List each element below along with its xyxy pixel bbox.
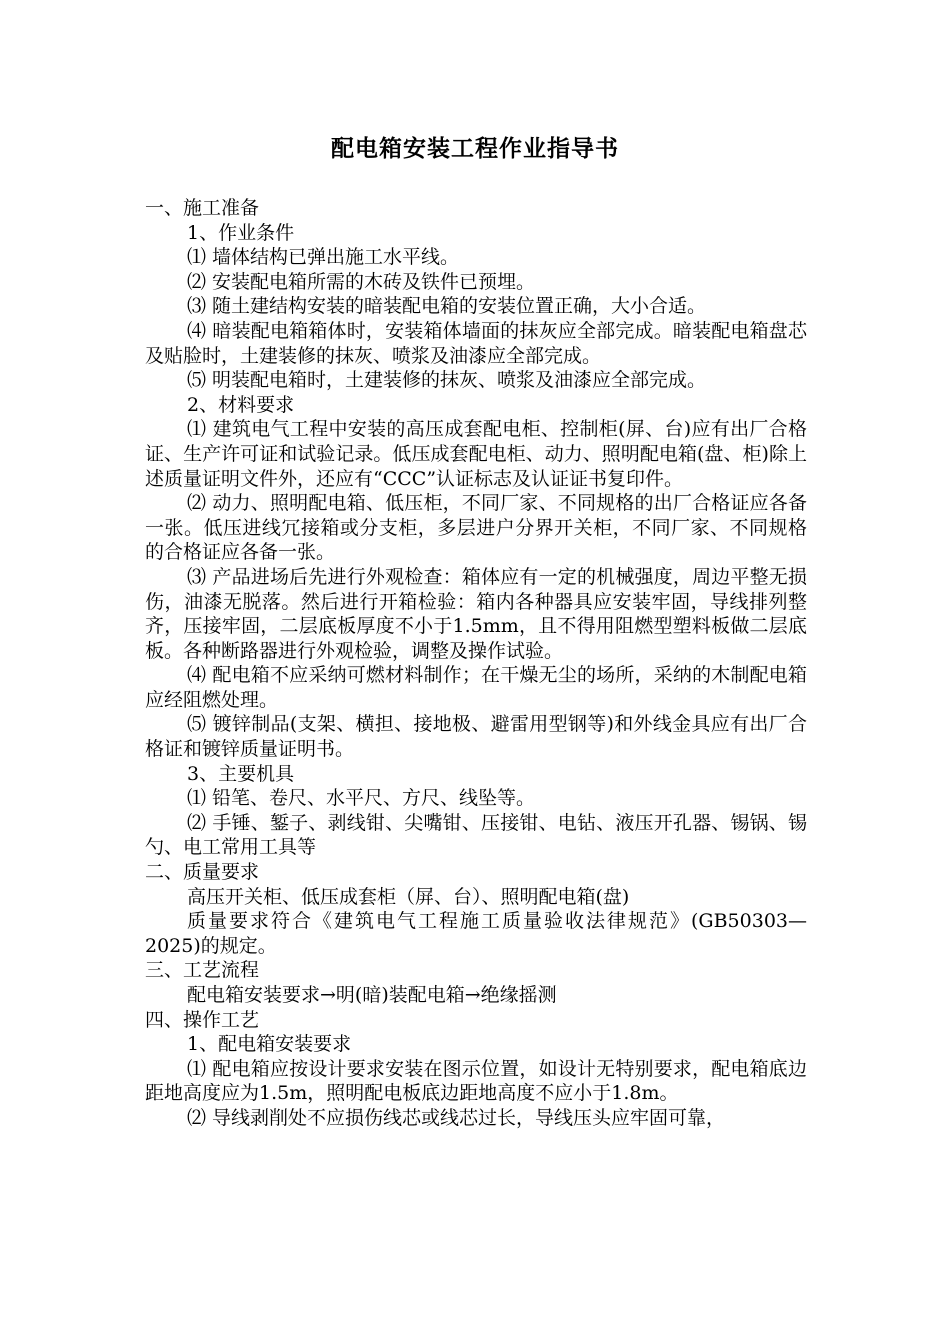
paragraph: ⑵ 安装配电箱所需的木砖及铁件已预埋。 (187, 270, 536, 293)
paragraph: ⑵ 导线剥削处不应损伤线芯或线芯过长，导线压头应牢固可靠， (187, 1106, 726, 1129)
paragraph: 1、配电箱安装要求 (187, 1033, 352, 1056)
paragraph: ⑴ 墙体结构已弹出施工水平线。 (187, 246, 460, 269)
paragraph: 质量要求符合《建筑电气工程施工质量验收法律规范》(GB50303—2025)的规定。 (145, 910, 807, 957)
section-heading: 三、工艺流程 (145, 959, 260, 982)
paragraph: ⑷ 暗装配电箱箱体时，安装箱体墙面的抹灰应全部完成。暗装配电箱盘芯及贴脸时，土建装修的抹灰、喷浆及油漆应全部完成。 (145, 319, 807, 367)
paragraph: ⑸ 明装配电箱时，土建装修的抹灰、喷浆及油漆应全部完成。 (187, 369, 707, 392)
section-heading: 一、施工准备 (145, 197, 260, 219)
paragraph: ⑴ 建筑电气工程中安装的高压成套配电柜、控制柜(屏、台)应有出厂合格证、生产许可证和试验记录。低压成套配电柜、动力、照明配电箱(盘、柜)除上述质量证明文件外，还应有“CCC”认证标志及认证证书复印件。 (145, 418, 807, 490)
paragraph: 1、作业条件 (187, 221, 295, 244)
section-heading: 二、质量要求 (145, 861, 260, 884)
section-heading: 四、操作工艺 (145, 1008, 260, 1031)
paragraph: ⑵ 动力、照明配电箱、低压柜，不同厂家、不同规格的出厂合格证应各备一张。低压进线冗接箱或分支柜，多层进户分界开关柜，不同厂家、不同规格的合格证应各备一张。 (145, 492, 807, 564)
paragraph: 高压开关柜、低压成套柜（屏、台）、照明配电箱(盘) (187, 885, 630, 908)
paragraph: ⑷ 配电箱不应采纳可燃材料制作；在干燥无尘的场所，采纳的木制配电箱应经阻燃处理。 (145, 664, 807, 711)
paragraph: ⑴ 铅笔、卷尺、水平尺、方尺、线坠等。 (187, 787, 536, 810)
document-body (145, 196, 807, 1131)
paragraph: 配电箱安装要求→明(暗)装配电箱→绝缘摇测 (187, 984, 557, 1006)
paragraph: ⑵ 手锤、錾子、剥线钳、尖嘴钳、压接钳、电钻、液压开孔器、锡锅、锡勺、电工常用工具等 (145, 811, 807, 859)
paragraph: ⑶ 随土建结构安装的暗装配电箱的安装位置正确，大小合适。 (187, 295, 707, 318)
paragraph: ⑶ 产品进场后先进行外观检查：箱体应有一定的机械强度，周边平整无损伤，油漆无脱落。然后进行开箱检验：箱内各种器具应安装牢固，导线排列整齐，压接牢固，二层底板厚度不小于1.5mm，且不得用阻燃型塑料板做二层底板。各种断路器进行外观检验，调整及操作试验。 (145, 565, 807, 662)
paragraph: 3、主要机具 (187, 762, 295, 785)
paragraph: 2、材料要求 (187, 393, 295, 416)
paragraph: ⑴ 配电箱应按设计要求安装在图示位置，如设计无特别要求，配电箱底边距地高度应为1.5m，照明配电板底边距地高度不应小于1.8m。 (145, 1057, 807, 1105)
paragraph: ⑸ 镀锌制品(支架、横担、接地极、避雷用型钢等)和外线金具应有出厂合格证和镀锌质量证明书。 (145, 713, 807, 761)
document-title: 配电箱安装工程作业指导书 (331, 135, 619, 162)
